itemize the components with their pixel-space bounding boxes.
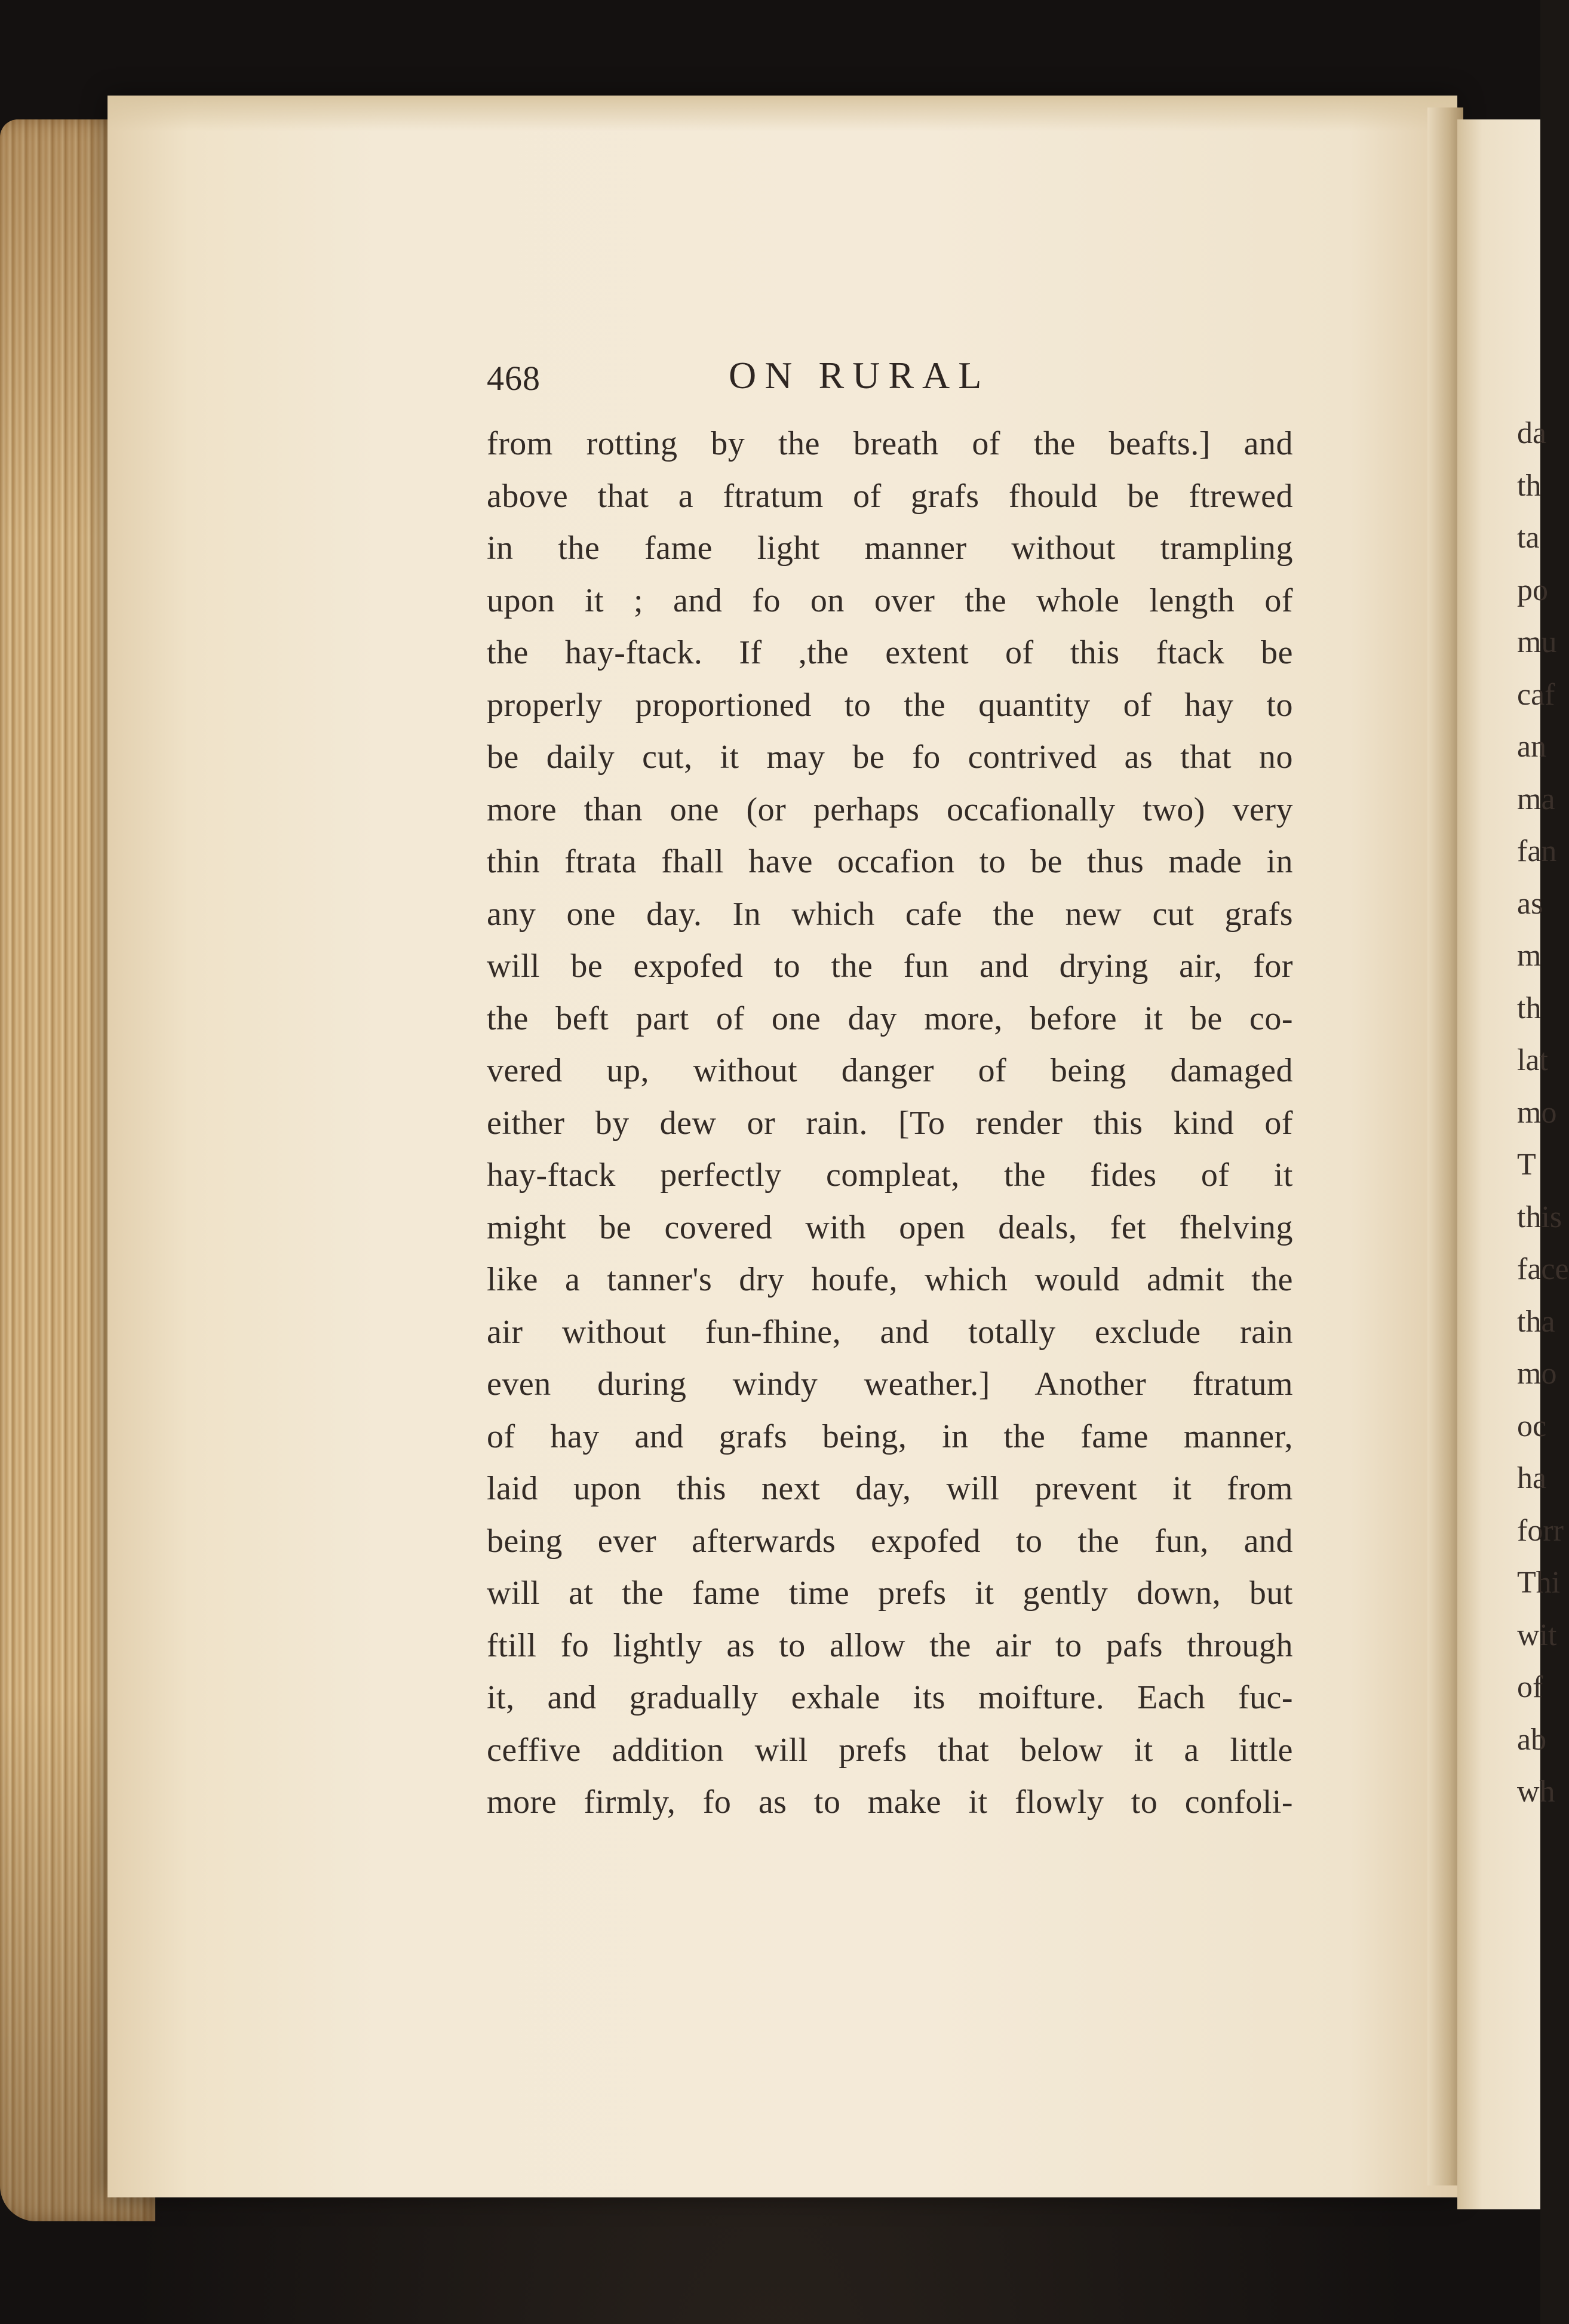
text-line: ceffive addition will prefs that below it a little <box>487 1731 1293 1769</box>
facing-page-fragment: ta <box>1517 521 1540 555</box>
text-line: properly proportioned to the quantity of hay to <box>487 686 1293 724</box>
text-line: like a tanner's dry houfe, which would admit the <box>487 1261 1293 1298</box>
page-number: 468 <box>487 359 541 398</box>
facing-page-fragment: wit <box>1517 1618 1557 1652</box>
facing-page-fragment: th <box>1517 468 1542 503</box>
page-top-shadow <box>108 96 1457 131</box>
text-line: hay-ftack perfectly compleat, the fides of it <box>487 1157 1293 1194</box>
facing-page-fragment: face <box>1517 1252 1569 1286</box>
facing-page-fragment: lat <box>1517 1043 1548 1077</box>
facing-page-fragment: ha <box>1517 1461 1547 1495</box>
facing-page-fragment: mo <box>1517 1357 1557 1391</box>
facing-page-fragment: tha <box>1517 1304 1555 1339</box>
facing-page-fragment: as <box>1517 886 1543 921</box>
text-line: upon it ; and fo on over the whole length of <box>487 582 1293 619</box>
text-line: from rotting by the breath of the beafts.] and <box>487 425 1293 462</box>
running-head: ON RURAL <box>729 354 990 396</box>
text-line: the beft part of one day more, before it be co- <box>487 1000 1293 1037</box>
text-line: laid upon this next day, will prevent it from <box>487 1470 1293 1507</box>
text-line: of hay and grafs being, in the fame manner, <box>487 1418 1293 1455</box>
facing-page-fragment: caf <box>1517 677 1555 712</box>
text-line: vered up, without danger of being damaged <box>487 1052 1293 1089</box>
facing-page-fragment: po <box>1517 573 1548 607</box>
text-line: above that a ftratum of grafs fhould be ftrewed <box>487 477 1293 515</box>
facing-page-fragment: fan <box>1517 834 1557 868</box>
text-line: air without fun-fhine, and totally exclude rain <box>487 1313 1293 1351</box>
text-line: will be expofed to the fun and drying air, for <box>487 948 1293 985</box>
text-line: in the fame light manner without trampling <box>487 530 1293 567</box>
facing-page-fragment: mo <box>1517 1095 1557 1130</box>
facing-page-fragment: th <box>1517 991 1542 1025</box>
facing-page-fragment: da <box>1517 416 1547 450</box>
facing-page-fragment: Thi <box>1517 1566 1561 1600</box>
text-line: thin ftrata fhall have occafion to be thus made in <box>487 843 1293 880</box>
text-line: either by dew or rain. [To render this kind of <box>487 1104 1293 1142</box>
facing-page-fragment: oc <box>1517 1409 1547 1443</box>
facing-page-fragment: wh <box>1517 1775 1555 1809</box>
text-line: any one day. In which cafe the new cut grafs <box>487 895 1293 933</box>
text-line: it, and gradually exhale its moifture. Each fuc- <box>487 1679 1293 1716</box>
text-line: more firmly, fo as to make it flowly to confoli- <box>487 1784 1293 1821</box>
text-line: ftill fo lightly as to allow the air to pafs through <box>487 1627 1293 1664</box>
facing-page-fragment: this <box>1517 1200 1562 1234</box>
text-line: might be covered with open deals, fet fhelving <box>487 1209 1293 1246</box>
facing-page-fragment: ab <box>1517 1722 1547 1757</box>
body-text <box>487 418 1293 1829</box>
text-line: will at the fame time prefs it gently down, but <box>487 1575 1293 1612</box>
text-line: be daily cut, it may be fo contrived as that no <box>487 739 1293 776</box>
facing-page-fragment: T <box>1517 1148 1536 1182</box>
facing-page-fragment: an <box>1517 730 1547 764</box>
text-line: being ever afterwards expofed to the fun, and <box>487 1522 1293 1560</box>
text-line: more than one (or perhaps occafionally two) very <box>487 791 1293 828</box>
text-line: even during windy weather.] Another ftratum <box>487 1366 1293 1403</box>
facing-page-fragment: forr <box>1517 1513 1564 1548</box>
text-line: the hay-ftack. If ,the extent of this ftack be <box>487 634 1293 671</box>
facing-page-fragment: ma <box>1517 782 1555 816</box>
facing-page-fragment: mu <box>1517 625 1557 659</box>
facing-page-fragment: m <box>1517 939 1542 973</box>
facing-page-fragment: of <box>1517 1670 1543 1704</box>
